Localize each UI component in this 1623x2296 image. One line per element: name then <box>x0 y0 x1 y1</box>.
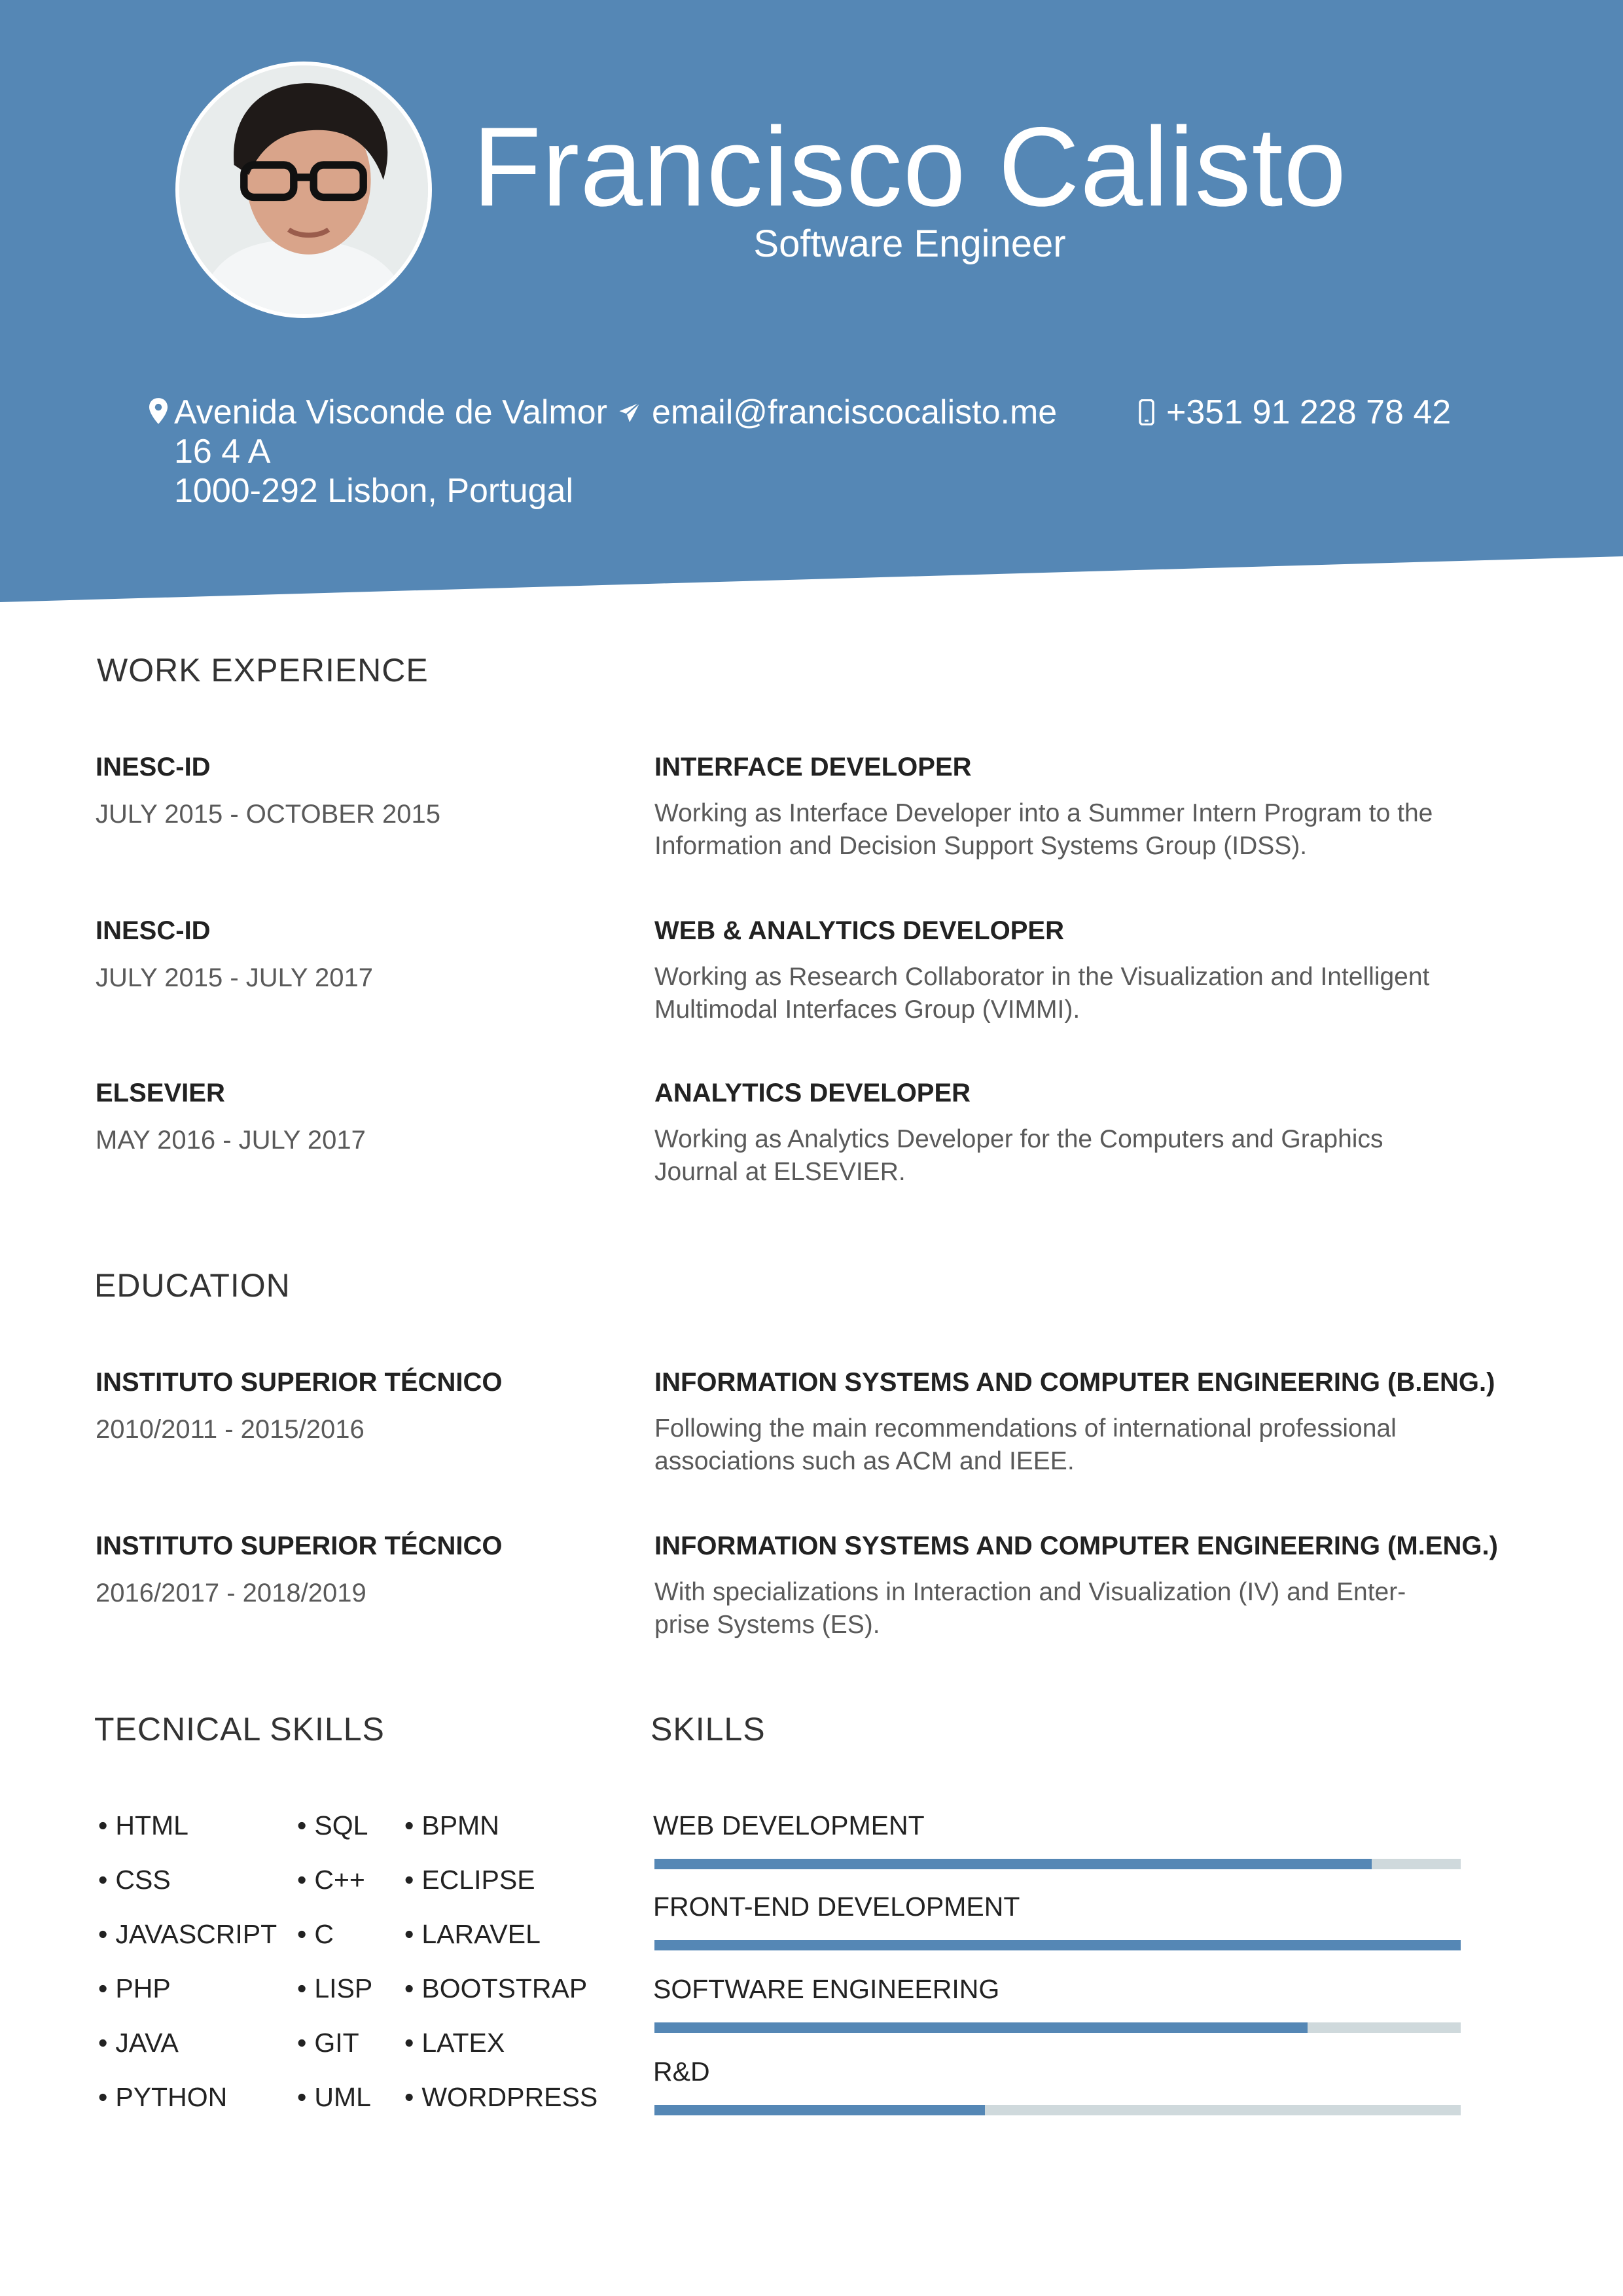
education-dates: 2010/2011 - 2015/2016 <box>96 1415 365 1444</box>
skill-bar-fill <box>654 1859 1372 1869</box>
desc-line: Information and Decision Support Systems Group (IDSS). <box>654 832 1308 860</box>
tech-skill-item: • UML <box>297 2081 372 2113</box>
tech-skill-item: • LATEX <box>404 2026 597 2059</box>
desc-line: Working as Analytics Developer for the Computers and Graphics <box>654 1125 1383 1153</box>
education-heading: EDUCATION <box>94 1267 291 1304</box>
tech-skill-item: • WORDPRESS <box>404 2081 597 2113</box>
tech-skill-item: • ECLIPSE <box>404 1863 597 1896</box>
desc-line: With specializations in Interaction and Visualization (IV) and Enter- <box>654 1578 1406 1606</box>
desc-line: prise Systems (ES). <box>654 1611 880 1639</box>
phone-number: +351 91 228 78 42 <box>1166 393 1452 431</box>
address <box>174 393 607 511</box>
tech-skill-item: • C++ <box>297 1863 372 1896</box>
education-description <box>654 1576 1492 1641</box>
tech-skill-item: • PYTHON <box>98 2081 277 2113</box>
desc-line: associations such as ACM and IEEE. <box>654 1447 1075 1475</box>
work-dates: JULY 2015 - JULY 2017 <box>96 963 373 992</box>
tech-skill-item: • BPMN <box>404 1809 597 1842</box>
technical-skills-heading: TECNICAL SKILLS <box>94 1711 385 1748</box>
tech-skills-column-3 <box>404 1809 597 2113</box>
address-line-3: 1000-292 Lisbon, Portugal <box>174 472 574 510</box>
tech-skill-item: • LARAVEL <box>404 1918 597 1950</box>
desc-line: Working as Research Collaborator in the Visualization and Intelligent <box>654 963 1430 991</box>
person-name: Francisco Calisto <box>472 104 1347 230</box>
desc-line: Multimodal Interfaces Group (VIMMI). <box>654 996 1080 1024</box>
skills-heading: SKILLS <box>651 1711 766 1748</box>
skill-bar <box>654 2022 1461 2033</box>
tech-skill-item: • PHP <box>98 1972 277 2005</box>
skill-bar <box>654 1859 1461 1869</box>
work-dates: JULY 2015 - OCTOBER 2015 <box>96 800 440 829</box>
tech-skill-item: • CSS <box>98 1863 277 1896</box>
desc-line: Following the main recommendations of international professional <box>654 1414 1397 1443</box>
work-description <box>654 797 1492 863</box>
tech-skill-item: • JAVA <box>98 2026 277 2059</box>
email-link[interactable]: email@franciscocalisto.me <box>652 393 1058 431</box>
skill-bar-fill <box>654 2105 985 2115</box>
skill-bar-fill <box>654 1940 1461 1950</box>
tech-skill-item: • BOOTSTRAP <box>404 1972 597 2005</box>
education-degree: INFORMATION SYSTEMS AND COMPUTER ENGINEERING (M.ENG.) <box>654 1532 1498 1560</box>
tech-skill-item: • SQL <box>297 1809 372 1842</box>
tech-skill-item: • HTML <box>98 1809 277 1842</box>
skill-label: FRONT-END DEVELOPMENT <box>653 1892 1020 1922</box>
education-degree: INFORMATION SYSTEMS AND COMPUTER ENGINEERING (B.ENG.) <box>654 1368 1495 1397</box>
map-pin-icon <box>149 398 168 424</box>
skill-bar <box>654 1940 1461 1950</box>
tech-skill-item: • C <box>297 1918 372 1950</box>
tech-skill-item: • JAVASCRIPT <box>98 1918 277 1950</box>
avatar <box>179 65 428 314</box>
skill-bar-fill <box>654 2022 1308 2033</box>
education-school: INSTITUTO SUPERIOR TÉCNICO <box>96 1368 503 1397</box>
work-role: ANALYTICS DEVELOPER <box>654 1079 971 1107</box>
skill-label: R&D <box>653 2056 710 2087</box>
work-experience-heading: WORK EXPERIENCE <box>97 652 429 689</box>
mobile-phone-icon <box>1139 399 1154 425</box>
work-description <box>654 961 1492 1026</box>
address-line-1: Avenida Visconde de Valmor <box>174 393 607 431</box>
work-org: ELSEVIER <box>96 1079 225 1107</box>
desc-line: Working as Interface Developer into a Summer Intern Program to the <box>654 799 1433 827</box>
education-dates: 2016/2017 - 2018/2019 <box>96 1579 366 1607</box>
education-school: INSTITUTO SUPERIOR TÉCNICO <box>96 1532 503 1560</box>
desc-line: Journal at ELSEVIER. <box>654 1158 906 1186</box>
tech-skills-column-2 <box>297 1809 372 2113</box>
skill-label: SOFTWARE ENGINEERING <box>653 1974 1000 2004</box>
address-line-2: 16 4 A <box>174 433 271 471</box>
paper-plane-icon <box>618 402 641 424</box>
tech-skill-item: • LISP <box>297 1972 372 2005</box>
profile-photo <box>175 62 432 318</box>
tech-skill-item: • GIT <box>297 2026 372 2059</box>
work-org: INESC-ID <box>96 753 211 781</box>
skill-label: WEB DEVELOPMENT <box>653 1810 925 1840</box>
skill-bar <box>654 2105 1461 2115</box>
work-dates: MAY 2016 - JULY 2017 <box>96 1126 366 1155</box>
work-role: WEB & ANALYTICS DEVELOPER <box>654 916 1064 945</box>
work-org: INESC-ID <box>96 916 211 945</box>
work-role: INTERFACE DEVELOPER <box>654 753 972 781</box>
job-title: Software Engineer <box>753 223 1066 265</box>
work-description <box>654 1123 1492 1189</box>
education-description <box>654 1412 1492 1478</box>
tech-skills-column-1 <box>98 1809 277 2113</box>
